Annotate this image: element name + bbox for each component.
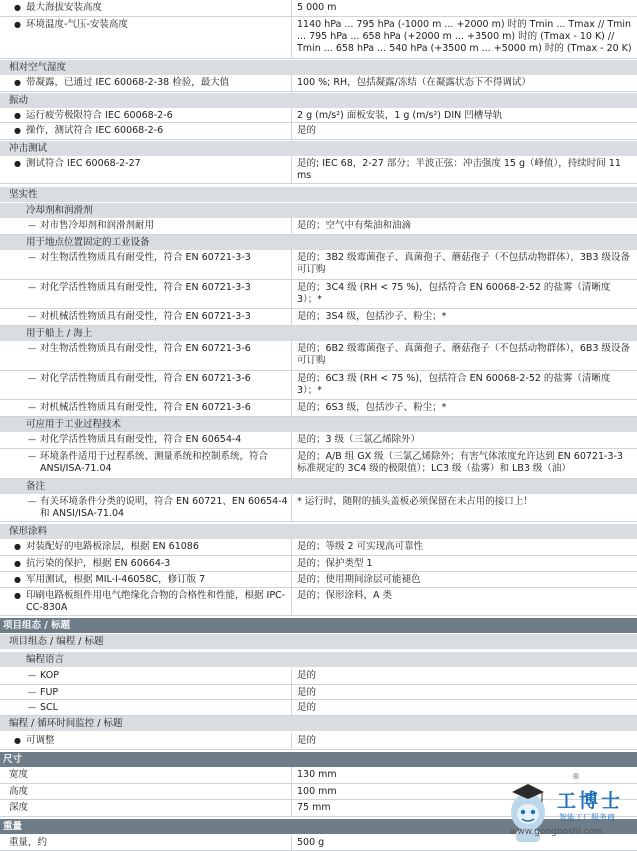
row-label-text: 编程 / 循环时间监控 / 标题 <box>9 718 123 729</box>
row-label <box>0 588 290 615</box>
row-label <box>0 634 290 649</box>
row-label-text: 对生物活性物质具有耐受性，符合 EN 60721-3-3 <box>40 252 251 263</box>
row-label <box>0 75 290 91</box>
row-value: 是的 <box>297 125 317 136</box>
row-label <box>0 835 290 850</box>
row-value: 是的；6C3 级 (RH < 75 %)，包括符合 EN 60068-2-52 的盐雾（清晰度 3）；* <box>297 373 611 396</box>
row-label-text: 对生物活性物质具有耐受性，符合 EN 60721-3-6 <box>40 343 251 354</box>
column-divider <box>291 800 292 816</box>
column-divider <box>291 539 292 555</box>
column-divider <box>291 432 292 448</box>
logo <box>502 772 632 848</box>
dash-icon: — <box>28 403 36 412</box>
spec-row <box>0 75 637 92</box>
row-label <box>0 60 290 75</box>
row-label-text: 对装配好的电路板涂层，根据 EN 61086 <box>26 541 199 552</box>
spec-row <box>0 371 637 400</box>
spec-row <box>0 218 637 235</box>
row-label-text: 坚实性 <box>9 189 38 200</box>
row-label <box>0 17 290 58</box>
column-divider <box>291 0 292 16</box>
row-label-text: SCL <box>40 702 58 713</box>
row-value: 是的；保形涂料，A 类 <box>297 590 393 601</box>
row-label <box>0 539 290 555</box>
row-label <box>0 432 290 448</box>
row-label-text: 有关环境条件分类的说明，符合 EN 60721、EN 60654-4 和 ANSI/ISA-71.04 <box>40 496 288 519</box>
row-label <box>0 341 290 370</box>
row-label <box>0 685 290 699</box>
row-label-text: 相对空气湿度 <box>9 62 67 73</box>
row-label <box>0 141 290 156</box>
spec-row <box>0 250 637 280</box>
spec-row <box>0 449 637 479</box>
row-label <box>0 556 290 571</box>
spec-row <box>0 685 637 700</box>
row-value: 是的；等级 2 可实现高可靠性 <box>297 541 424 552</box>
row-label-text: 振动 <box>9 95 29 106</box>
row-label-text: 冷却剂和润滑剂 <box>26 205 93 216</box>
subsection-header <box>0 716 637 731</box>
spec-row <box>0 309 637 326</box>
row-label-text: 环境条件适用于过程系统、测量系统和控制系统，符合 ANSI/ISA-71.04 <box>40 451 269 474</box>
spec-row <box>0 280 637 309</box>
subsection-header <box>0 187 637 202</box>
column-divider <box>291 156 292 183</box>
row-value: 100 mm <box>297 786 337 797</box>
row-value: 是的；A/B 组 GX 级（三氯乙烯除外；有害气体浓度允许达到 EN 60721-3-3 标准规定的 3C4 级的极限值）；LC3 级（盐雾）和 LB3 级（油） <box>297 451 623 474</box>
row-label <box>0 93 290 108</box>
row-label-text: 对化学活性物质具有耐受性，符合 EN 60654-4 <box>40 434 242 445</box>
dash-icon: — <box>28 435 36 444</box>
row-value: 是的；6B2 级霉菌孢子、真菌孢子、蘑菇孢子（不包括动物群体），6B3 级设备可订购 <box>297 343 631 366</box>
spec-row <box>0 588 637 616</box>
dash-icon: — <box>28 221 36 230</box>
row-label <box>0 479 290 494</box>
subsection-header <box>0 634 637 649</box>
row-label-text: 可调整 <box>26 735 55 746</box>
row-value: 75 mm <box>297 802 331 813</box>
row-value: 130 mm <box>297 769 337 780</box>
row-label <box>0 371 290 399</box>
spec-row <box>0 700 637 716</box>
row-label <box>0 108 290 122</box>
row-label <box>0 449 290 478</box>
spec-row <box>0 0 637 17</box>
row-value: 是的；3B2 级霉菌孢子、真菌孢子、蘑菇孢子（不包括动物群体），3B3 级设备可订购 <box>297 252 631 275</box>
dash-icon: — <box>28 283 36 292</box>
column-divider <box>291 668 292 684</box>
row-label <box>0 668 290 684</box>
row-value: 是的；6S3 级，包括沙子、粉尘；* <box>297 402 447 413</box>
row-label <box>0 700 290 715</box>
row-label <box>0 652 290 667</box>
row-label-text: 运行疲劳极限符合 IEC 60068-2-6 <box>26 110 173 121</box>
row-label <box>0 235 290 250</box>
row-label-text: 对化学活性物质具有耐受性，符合 EN 60721-3-3 <box>40 282 251 293</box>
row-label-text: 备注 <box>26 481 46 492</box>
column-divider <box>291 685 292 699</box>
row-value: 是的；使用期间涂层可能褪色 <box>297 574 421 585</box>
row-label-text: 对机械活性物质具有耐受性，符合 EN 60721-3-3 <box>40 311 251 322</box>
bullet-icon: ● <box>14 542 21 551</box>
subsection-header <box>0 203 637 218</box>
row-label-text: 印刷电路板组件用电气绝缘化合物的合格性和性能，根据 IPC-CC-830A <box>26 590 286 613</box>
column-divider <box>291 767 292 783</box>
row-value: 1140 hPa ... 795 hPa (-1000 m ... +2000 m) 时的 Tmin ... Tmax // Tmin ... 795 hPa ... 658 hPa (+2000 m ... +3500 m) 时的 (Tmax - 10 K) // Tmin ... 658 hPa ... 540 hPa (+3500 m ... +5000 m) 时的 (Tmax - 20 K) <box>297 19 632 54</box>
row-label-text: 对市售冷却剂和润滑剂耐用 <box>40 220 155 231</box>
row-label <box>0 309 290 325</box>
subsection-header <box>0 141 637 156</box>
row-label-text: 重量 <box>3 821 23 832</box>
bullet-icon: ● <box>14 3 21 12</box>
row-label <box>0 494 290 521</box>
row-label-text: 高度 <box>9 786 29 797</box>
column-divider <box>291 400 292 416</box>
column-divider <box>291 494 292 521</box>
column-divider <box>291 572 292 587</box>
spec-row <box>0 572 637 588</box>
row-label-text: 用于地点位置固定的工业设备 <box>26 237 150 248</box>
row-label <box>0 187 290 202</box>
spec-row <box>0 156 637 184</box>
row-label <box>0 250 290 279</box>
dash-icon: — <box>28 253 36 262</box>
row-label <box>0 156 290 183</box>
row-label <box>0 800 290 816</box>
row-label-text: 对机械活性物质具有耐受性，符合 EN 60721-3-6 <box>40 402 251 413</box>
row-label-text: 项目组态 / 编程 / 标题 <box>9 636 104 647</box>
row-label-text: 编程语言 <box>26 654 65 665</box>
section-header <box>0 618 637 633</box>
subsection-header <box>0 235 637 250</box>
dash-icon: — <box>28 497 36 506</box>
row-label-text: 可应用于工业过程技术 <box>26 419 122 430</box>
subsection-header <box>0 93 637 108</box>
row-label <box>0 400 290 416</box>
row-label <box>0 767 290 783</box>
row-label-text: 冲击测试 <box>9 143 48 154</box>
column-divider <box>291 218 292 234</box>
subsection-header <box>0 60 637 75</box>
row-label <box>0 716 290 731</box>
dash-icon: — <box>28 671 36 680</box>
column-divider <box>291 75 292 91</box>
row-label <box>0 752 290 767</box>
bullet-icon: ● <box>14 20 21 29</box>
row-value: 5 000 m <box>297 2 337 13</box>
column-divider <box>291 108 292 122</box>
row-label-text: 带凝露，已通过 IEC 60068-2-38 检验，最大值 <box>26 77 230 88</box>
row-label-text: 抗污染的保护，根据 EN 60664-3 <box>26 558 171 569</box>
row-label <box>0 524 290 539</box>
spec-row <box>0 341 637 371</box>
bullet-icon: ● <box>14 159 21 168</box>
row-label <box>0 618 290 633</box>
row-value: 是的；3 级（三氯乙烯除外） <box>297 434 421 445</box>
spec-row <box>0 400 637 417</box>
row-label-text: 尺寸 <box>3 754 23 765</box>
spec-row <box>0 432 637 449</box>
row-label <box>0 0 290 16</box>
spec-row <box>0 108 637 123</box>
row-label-text: 操作，测试符合 IEC 60068-2-6 <box>26 125 164 136</box>
row-label <box>0 326 290 341</box>
spec-row <box>0 668 637 685</box>
bullet-icon: ● <box>14 559 21 568</box>
logo-tagline: 智能工厂服务商 <box>559 813 615 822</box>
column-divider <box>291 835 292 850</box>
subsection-header <box>0 524 637 539</box>
spec-row <box>0 494 637 522</box>
logo-registered-mark: ® <box>572 772 580 781</box>
row-value: * 运行时，随附的插头盖板必须保留在未占用的接口上！ <box>297 496 533 507</box>
subsection-header <box>0 417 637 432</box>
section-header <box>0 752 637 767</box>
row-label-text: 用于船上 / 海上 <box>26 328 93 339</box>
spec-row <box>0 556 637 572</box>
row-value: 是的；3C4 级 (RH < 75 %)，包括符合 EN 60068-2-52 的盐雾（清晰度 3）；* <box>297 282 611 305</box>
dash-icon: — <box>28 703 36 712</box>
spec-row <box>0 733 637 750</box>
row-label-text: 军用测试，根据 MIL-I-46058C，修订版 7 <box>26 574 206 585</box>
row-label <box>0 218 290 234</box>
column-divider <box>291 123 292 139</box>
row-value: 2 g (m/s²) 面板安装，1 g (m/s²) DIN 凹槽导轨 <box>297 110 503 121</box>
row-label <box>0 203 290 218</box>
bullet-icon: ● <box>14 736 21 745</box>
bullet-icon: ● <box>14 78 21 87</box>
row-label-text: 项目组态 / 标题 <box>3 620 71 631</box>
subsection-header <box>0 479 637 494</box>
column-divider <box>291 341 292 370</box>
row-label <box>0 572 290 587</box>
spec-row <box>0 17 637 59</box>
row-label <box>0 784 290 799</box>
row-label-text: 宽度 <box>9 769 29 780</box>
logo-name: 工博士 <box>557 790 624 812</box>
column-divider <box>291 733 292 749</box>
column-divider <box>291 700 292 715</box>
dash-icon: — <box>28 312 36 321</box>
subsection-header <box>0 652 637 667</box>
row-label-text: 测试符合 IEC 60068-2-27 <box>26 158 141 169</box>
bullet-icon: ● <box>14 591 21 600</box>
column-divider <box>291 371 292 399</box>
row-label-text: 保形涂料 <box>9 526 48 537</box>
dash-icon: — <box>28 374 36 383</box>
row-label-text: 深度 <box>9 802 29 813</box>
row-value: 是的；保护类型 1 <box>297 558 373 569</box>
column-divider <box>291 250 292 279</box>
bullet-icon: ● <box>14 126 21 135</box>
column-divider <box>291 784 292 799</box>
column-divider <box>291 280 292 308</box>
row-value: 是的 <box>297 670 317 681</box>
row-value: 是的; IEC 68，2-27 部分；半波正弦：冲击强度 15 g（峰值），持续时间 11 ms <box>297 158 621 181</box>
row-value: 是的；3S4 级，包括沙子、粉尘；* <box>297 311 447 322</box>
column-divider <box>291 588 292 615</box>
spec-row <box>0 123 637 140</box>
row-label-text: FUP <box>40 687 59 698</box>
column-divider <box>291 309 292 325</box>
column-divider <box>291 17 292 58</box>
bullet-icon: ● <box>14 575 21 584</box>
row-label-text: 环境温度-气压-安装高度 <box>26 19 128 30</box>
logo-url: www.gongboshi.com <box>510 827 603 837</box>
row-label <box>0 123 290 139</box>
row-value: 是的；空气中有柴油和油滴 <box>297 220 412 231</box>
dash-icon: — <box>28 344 36 353</box>
dash-icon: — <box>28 452 36 461</box>
row-label <box>0 280 290 308</box>
row-label-text: 最大海拔安装高度 <box>26 2 103 13</box>
subsection-header <box>0 326 637 341</box>
bullet-icon: ● <box>14 111 21 120</box>
dash-icon: — <box>28 688 36 697</box>
row-value: 500 g <box>297 837 325 848</box>
column-divider <box>291 449 292 478</box>
row-value: 100 %; RH，包括凝露/冻结（在凝露状态下不得调试） <box>297 77 531 88</box>
row-value: 是的 <box>297 687 317 698</box>
row-label <box>0 733 290 749</box>
row-label-text: 对化学活性物质具有耐受性，符合 EN 60721-3-6 <box>40 373 251 384</box>
row-value: 是的 <box>297 735 317 746</box>
spec-row <box>0 539 637 556</box>
row-label <box>0 819 290 834</box>
row-value: 是的 <box>297 702 317 713</box>
column-divider <box>291 556 292 571</box>
row-label <box>0 417 290 432</box>
row-label-text: 重量，约 <box>9 837 48 848</box>
row-label-text: KOP <box>40 670 59 681</box>
